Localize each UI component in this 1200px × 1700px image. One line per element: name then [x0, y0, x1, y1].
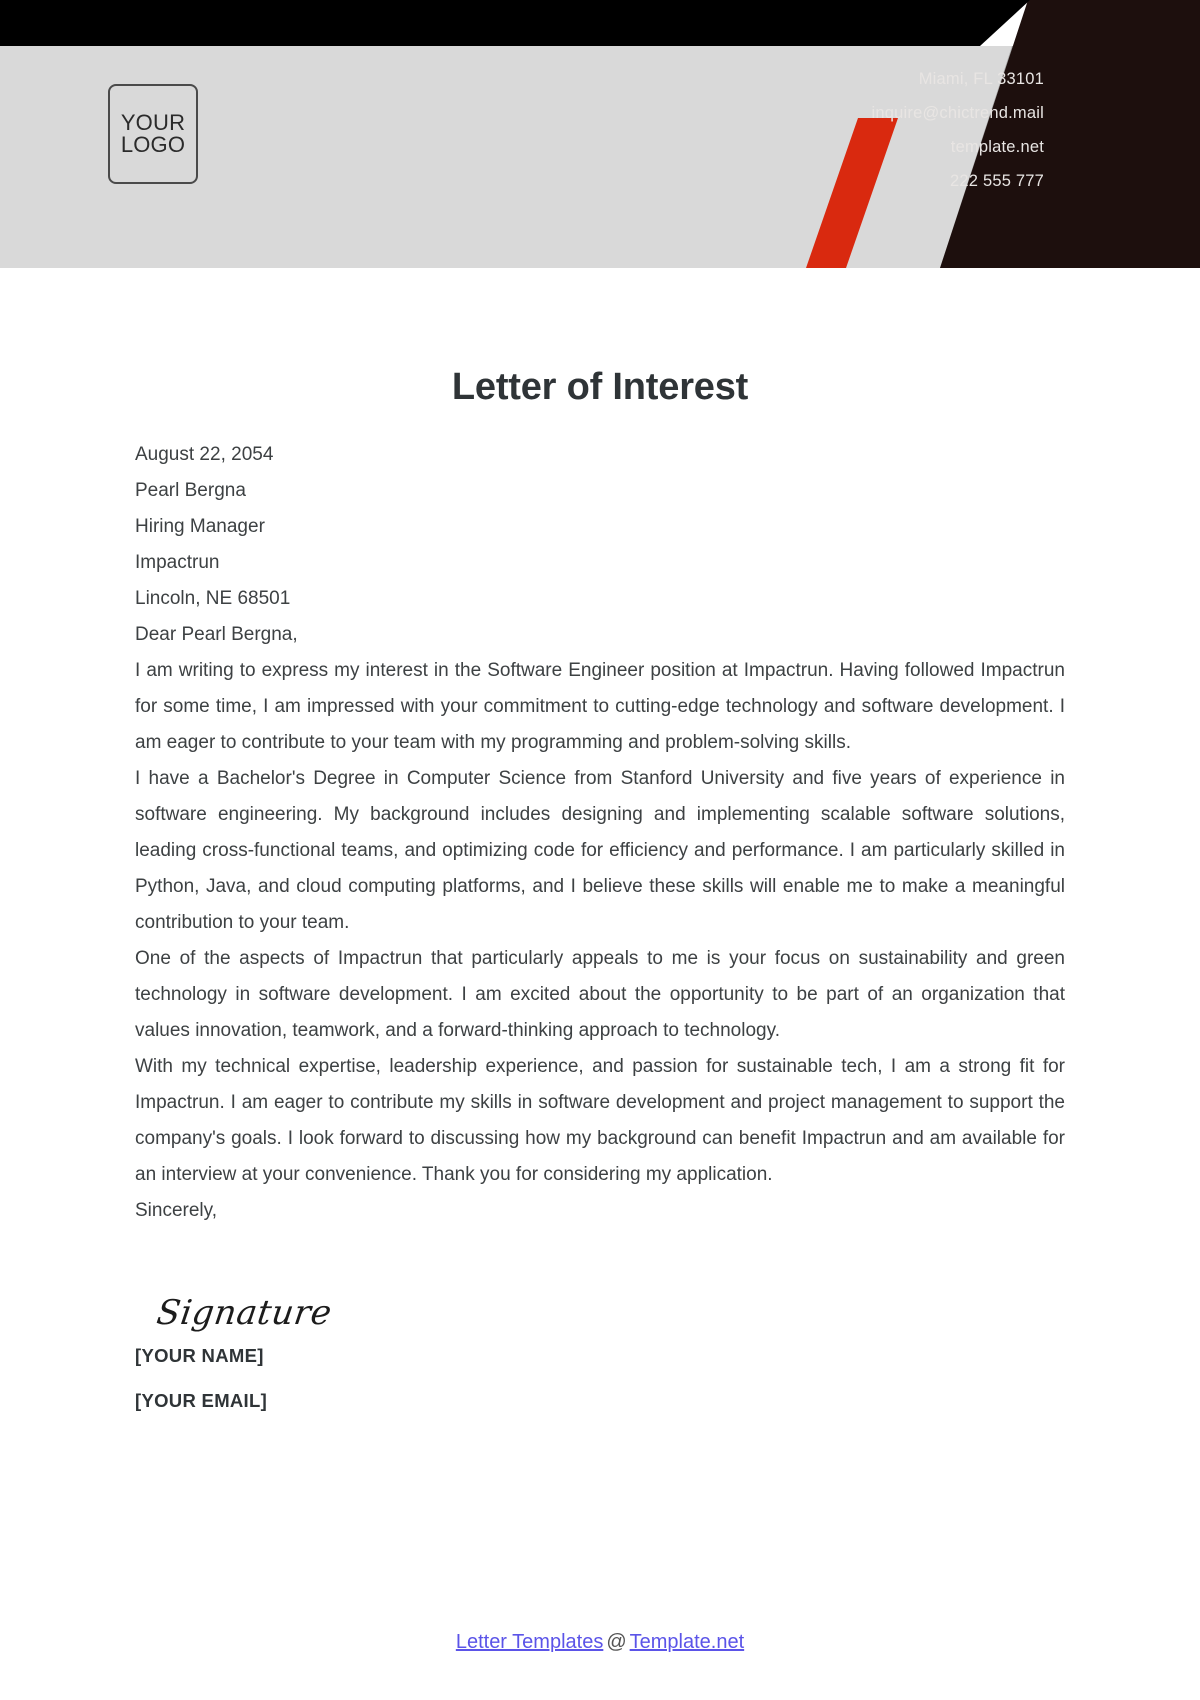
letter-document — [0, 268, 1200, 1423]
recipient-title: Hiring Manager — [135, 516, 265, 537]
body-paragraph-3: One of the aspects of Impactrun that particularly appeals to me is your focus on sustainability and green technology in software development. I am excited about the opportunity to be part of an organization that values innovation, teamwork, and a forward-thinking approach to technology. — [135, 948, 1065, 1041]
salutation: Dear Pearl Bergna, — [135, 624, 298, 645]
your-email-placeholder[interactable]: [YOUR EMAIL] — [135, 1390, 268, 1411]
signature-script[interactable]: Signature — [154, 1293, 335, 1333]
body-paragraph-2: I have a Bachelor's Degree in Computer Science from Stanford University and five years of experience in software engineering. My background includes designing and implementing scalable software solutions, leading cross-functional teams, and optimizing code for efficiency and performance. I am particularly skilled in Python, Java, and cloud computing platforms, and I believe these skills will enable me to make a meaningful contribution to your team. — [135, 768, 1065, 933]
logo-placeholder[interactable] — [108, 84, 198, 184]
footer-link-letter-templates[interactable]: Letter Templates — [455, 1631, 604, 1653]
footer-attribution — [0, 1631, 1200, 1654]
page-title: Letter of Interest — [451, 366, 749, 408]
footer-separator: @ — [606, 1631, 627, 1653]
contact-address: Miami, FL 33101 — [918, 70, 1044, 88]
closing-line: Sincerely, — [135, 1200, 218, 1221]
letter-content — [135, 409, 1065, 1423]
contact-phone: 222 555 777 — [950, 172, 1044, 190]
recipient-address: Lincoln, NE 68501 — [135, 588, 291, 609]
footer-link-template-net[interactable]: Template.net — [629, 1631, 745, 1653]
logo-line-2: LOGO — [120, 132, 186, 157]
recipient-name: Pearl Bergna — [135, 480, 246, 501]
body-paragraph-1: I am writing to express my interest in the Software Engineer position at Impactrun. Having followed Impactrun for some time, I am impressed with your commitment to cutting-edge technology and software development. I am eager to contribute to your team with my programming and problem-solving skills. — [135, 660, 1065, 753]
body-paragraph-4: With my technical expertise, leadership experience, and passion for sustainable tech, I am a strong fit for Impactrun. I am eager to contribute my skills in software development and project management to support the company's goals. I look forward to discussing how my background can benefit Impactrun and am available for an interview at your convenience. Thank you for considering my application. — [135, 1056, 1065, 1185]
logo-line-1: YOUR — [120, 109, 186, 135]
letter-date: August 22, 2054 — [135, 444, 274, 465]
recipient-company: Impactrun — [135, 552, 220, 573]
letterhead-header — [0, 0, 1200, 268]
contact-block — [872, 70, 1044, 191]
contact-website[interactable]: template.net — [950, 138, 1044, 156]
signature-area[interactable] — [135, 1229, 1065, 1333]
black-band-shape — [0, 0, 1030, 46]
your-name-placeholder[interactable]: [YOUR NAME] — [135, 1345, 264, 1366]
contact-email[interactable]: inquire@chictrend.mail — [871, 104, 1044, 122]
